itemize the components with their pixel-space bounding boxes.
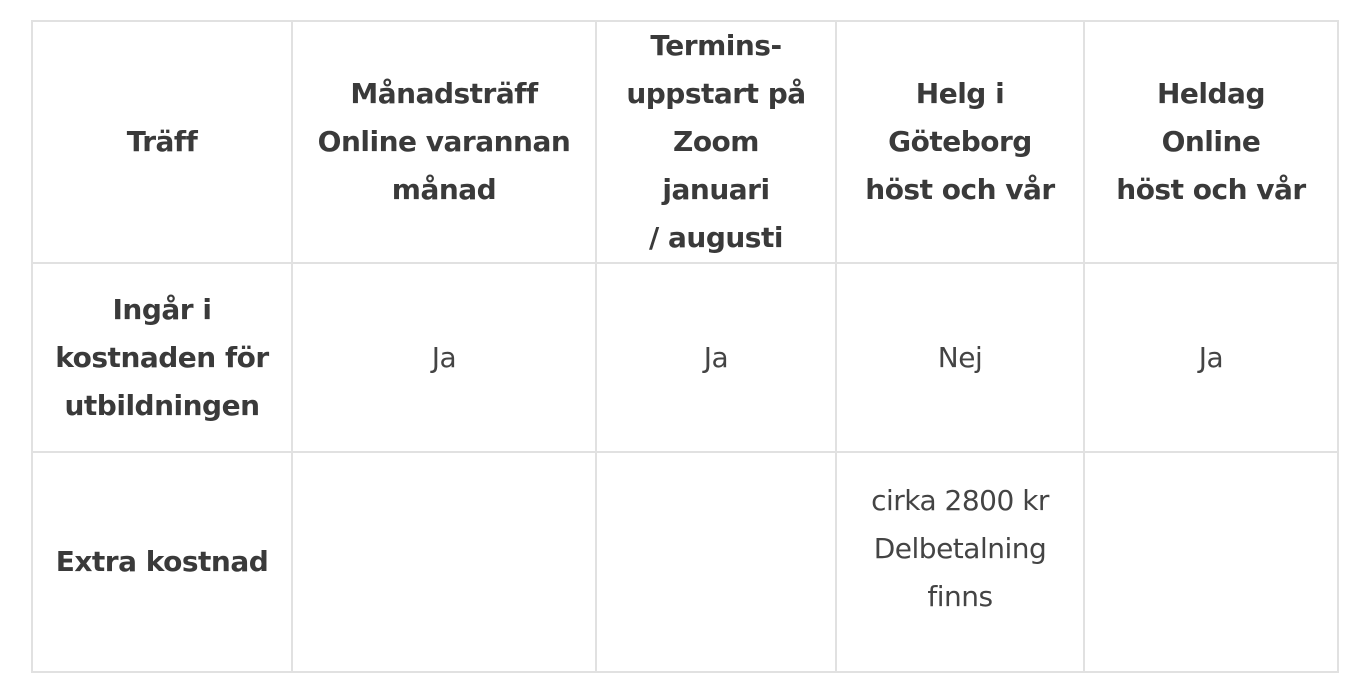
table-row [32, 263, 1338, 452]
header-cell-manadstraff [292, 21, 596, 263]
header-cell-terminsuppstart [596, 21, 836, 263]
row-label-extra-kostnad: Extra kostnad [55, 545, 269, 578]
row-label-ingar: Ingår i kostnaden för utbildningen [55, 292, 269, 422]
table-cell [596, 452, 836, 672]
table-cell [1084, 452, 1338, 672]
cell-value: cirka 2800 kr Delbetalning finns [871, 484, 1049, 613]
cell-value: Ja [703, 340, 729, 374]
cell-value: Ja [431, 340, 457, 374]
cell-value: Ja [1198, 340, 1224, 374]
table-cell [292, 263, 596, 452]
row-label-cell [32, 452, 292, 672]
header-row [32, 21, 1338, 263]
row-label-cell [32, 263, 292, 452]
header-label-heldag-online: Heldag Online höst och vår [1116, 77, 1306, 206]
table-row [32, 452, 1338, 672]
header-label-helg-goteborg: Helg i Göteborg höst och vår [865, 77, 1055, 206]
cell-value: Nej [937, 340, 983, 374]
table-cell [836, 452, 1084, 672]
header-cell-helg-goteborg [836, 21, 1084, 263]
header-label-manadstraff: Månadsträff Online varannan månad [317, 77, 571, 206]
table-cell [1084, 263, 1338, 452]
table-cell [596, 263, 836, 452]
header-label-traff: Träff [126, 125, 198, 158]
header-cell-heldag-online [1084, 21, 1338, 263]
table-cell [292, 452, 596, 672]
header-cell-traff [32, 21, 292, 263]
header-label-terminsuppstart: Termins- uppstart på Zoom januari / augusti [626, 29, 806, 254]
table-cell [836, 263, 1084, 452]
meeting-cost-table [31, 20, 1339, 673]
